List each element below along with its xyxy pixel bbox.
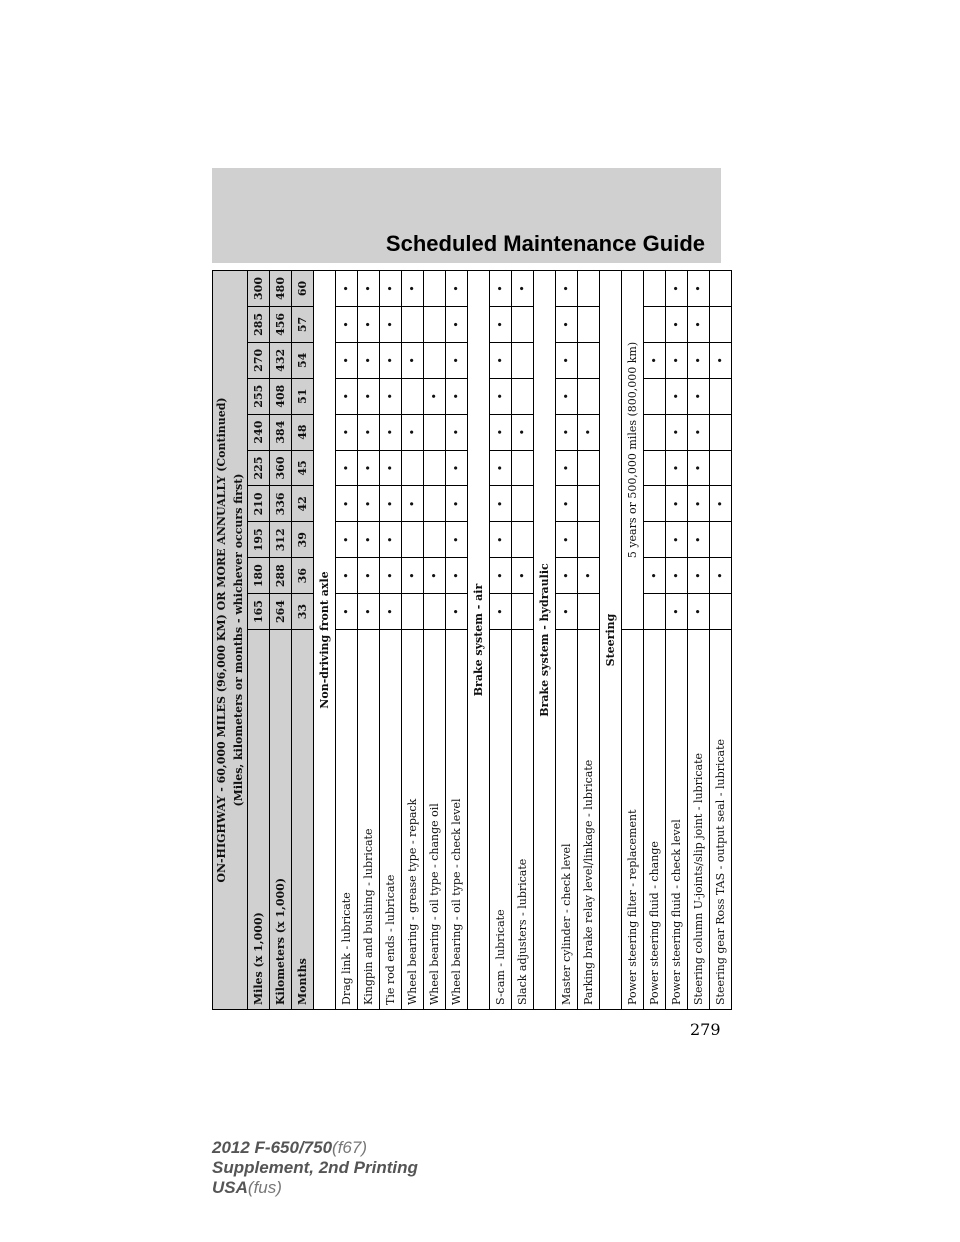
service-dot: • (446, 558, 468, 594)
header-value-cell: 270 (248, 342, 270, 378)
empty-cell (710, 522, 732, 558)
section-heading: Non-driving front axle (314, 271, 336, 1010)
maintenance-item-label: Wheel bearing - oil type - check level (446, 630, 468, 1010)
service-dot: • (336, 306, 358, 342)
service-dot: • (688, 342, 710, 378)
empty-cell (424, 414, 446, 450)
service-dot: • (358, 558, 380, 594)
header-row-label: Miles (x 1,000) (248, 630, 270, 1010)
service-dot: • (578, 414, 600, 450)
header-value-cell: 432 (270, 342, 292, 378)
header-value-cell: 195 (248, 522, 270, 558)
empty-cell (710, 306, 732, 342)
service-dot: • (402, 271, 424, 307)
service-dot: • (578, 558, 600, 594)
service-dot: • (490, 522, 512, 558)
service-dot: • (556, 378, 578, 414)
service-dot: • (556, 306, 578, 342)
table-row (446, 271, 468, 1010)
service-dot: • (380, 450, 402, 486)
header-value-cell: 285 (248, 306, 270, 342)
empty-cell (402, 450, 424, 486)
empty-cell (710, 271, 732, 307)
interval-note: 5 years or 500,000 miles (800,000 km) (622, 271, 644, 630)
header-row (248, 271, 270, 1010)
header-value-cell: 240 (248, 414, 270, 450)
footer-edition: Supplement, 2nd Printing (212, 1158, 418, 1177)
header-value-cell: 48 (292, 414, 314, 450)
header-value-cell: 36 (292, 558, 314, 594)
empty-cell (512, 306, 534, 342)
section-title: Scheduled Maintenance Guide (385, 231, 705, 256)
service-dot: • (512, 558, 534, 594)
service-dot: • (490, 378, 512, 414)
service-dot: • (666, 271, 688, 307)
header-value-cell: 264 (270, 594, 292, 630)
header-value-cell: 288 (270, 558, 292, 594)
empty-cell (578, 594, 600, 630)
maintenance-item-label: Wheel bearing - oil type - change oil (424, 630, 446, 1010)
header-row (270, 271, 292, 1010)
service-dot: • (666, 378, 688, 414)
maintenance-item-label: S-cam - lubricate (490, 630, 512, 1010)
maintenance-item-label: Master cylinder - check level (556, 630, 578, 1010)
table-row (644, 271, 666, 1010)
empty-cell (578, 486, 600, 522)
page-number: 279 (690, 1020, 721, 1039)
service-dot: • (336, 486, 358, 522)
service-dot: • (358, 450, 380, 486)
table-row (622, 271, 644, 1010)
service-dot: • (380, 378, 402, 414)
service-dot: • (424, 558, 446, 594)
service-dot: • (556, 486, 578, 522)
service-dot: • (336, 522, 358, 558)
table-row (424, 271, 446, 1010)
empty-cell (644, 414, 666, 450)
service-dot: • (556, 414, 578, 450)
empty-cell (402, 594, 424, 630)
section-heading-row (468, 271, 490, 1010)
empty-cell (512, 522, 534, 558)
service-dot: • (688, 306, 710, 342)
service-dot: • (336, 450, 358, 486)
service-dot: • (336, 594, 358, 630)
table-title-line2: (Miles, kilometers or months - whichever occurs first) (232, 473, 245, 807)
empty-cell (644, 450, 666, 486)
header-value-cell: 408 (270, 378, 292, 414)
service-dot: • (666, 306, 688, 342)
maintenance-item-label: Drag link - lubricate (336, 630, 358, 1010)
header-value-cell: 60 (292, 271, 314, 307)
empty-cell (424, 342, 446, 378)
service-dot: • (666, 522, 688, 558)
empty-cell (402, 522, 424, 558)
table-title-line1: ON-HIGHWAY - 60,000 MILES (96,000 KM) OR MORE ANNUALLY (Continued) (215, 397, 228, 883)
service-dot: • (358, 414, 380, 450)
service-dot: • (688, 271, 710, 307)
service-dot: • (556, 342, 578, 378)
table-row (358, 271, 380, 1010)
service-dot: • (358, 271, 380, 307)
empty-cell (512, 594, 534, 630)
table-row (556, 271, 578, 1010)
service-dot: • (380, 522, 402, 558)
service-dot: • (644, 342, 666, 378)
header-value-cell: 480 (270, 271, 292, 307)
header-value-cell: 312 (270, 522, 292, 558)
empty-cell (644, 306, 666, 342)
service-dot: • (336, 558, 358, 594)
empty-cell (424, 271, 446, 307)
service-dot: • (512, 271, 534, 307)
service-dot: • (402, 414, 424, 450)
header-value-cell: 360 (270, 450, 292, 486)
header-row-label: Months (292, 630, 314, 1010)
service-dot: • (688, 414, 710, 450)
service-dot: • (358, 378, 380, 414)
empty-cell (578, 522, 600, 558)
service-dot: • (358, 522, 380, 558)
service-dot: • (556, 522, 578, 558)
section-heading-row (534, 271, 556, 1010)
service-dot: • (336, 414, 358, 450)
header-value-cell: 51 (292, 378, 314, 414)
service-dot: • (688, 522, 710, 558)
service-dot: • (688, 450, 710, 486)
section-heading: Brake system - air (468, 271, 490, 1010)
header-value-cell: 42 (292, 486, 314, 522)
service-dot: • (556, 594, 578, 630)
service-dot: • (688, 558, 710, 594)
empty-cell (512, 450, 534, 486)
header-value-cell: 45 (292, 450, 314, 486)
table-row (710, 271, 732, 1010)
service-dot: • (490, 594, 512, 630)
empty-cell (424, 486, 446, 522)
service-dot: • (556, 558, 578, 594)
header-value-cell: 336 (270, 486, 292, 522)
service-dot: • (556, 450, 578, 486)
service-dot: • (336, 378, 358, 414)
table-row (336, 271, 358, 1010)
service-dot: • (666, 486, 688, 522)
service-dot: • (490, 450, 512, 486)
header-value-cell: 225 (248, 450, 270, 486)
empty-cell (644, 271, 666, 307)
empty-cell (644, 594, 666, 630)
service-dot: • (336, 342, 358, 378)
service-dot: • (380, 342, 402, 378)
service-dot: • (380, 486, 402, 522)
service-dot: • (380, 271, 402, 307)
service-dot: • (358, 594, 380, 630)
maintenance-item-label: Kingpin and bushing - lubricate (358, 630, 380, 1010)
service-dot: • (446, 450, 468, 486)
service-dot: • (380, 594, 402, 630)
empty-cell (578, 342, 600, 378)
header-value-cell: 57 (292, 306, 314, 342)
empty-cell (424, 306, 446, 342)
empty-cell (402, 306, 424, 342)
rotated-table-wrapper (212, 270, 727, 1010)
empty-cell (424, 594, 446, 630)
maintenance-item-label: Power steering fluid - change (644, 630, 666, 1010)
service-dot: • (380, 306, 402, 342)
empty-cell (710, 414, 732, 450)
service-dot: • (710, 342, 732, 378)
footer-imprint (212, 1138, 418, 1198)
maintenance-item-label: Steering gear Ross TAS - output seal - lubricate (710, 630, 732, 1010)
header-value-cell: 384 (270, 414, 292, 450)
service-dot: • (688, 378, 710, 414)
service-dot: • (490, 486, 512, 522)
maintenance-schedule-table (212, 270, 732, 1010)
table-row (380, 271, 402, 1010)
service-dot: • (710, 486, 732, 522)
service-dot: • (666, 558, 688, 594)
service-dot: • (688, 594, 710, 630)
service-dot: • (446, 486, 468, 522)
maintenance-item-label: Parking brake relay level/linkage - lubricate (578, 630, 600, 1010)
service-dot: • (336, 271, 358, 307)
empty-cell (644, 522, 666, 558)
maintenance-item-label: Wheel bearing - grease type - repack (402, 630, 424, 1010)
service-dot: • (490, 271, 512, 307)
service-dot: • (402, 486, 424, 522)
table-title-row (213, 271, 248, 1010)
empty-cell (710, 594, 732, 630)
table-title (213, 271, 248, 1010)
header-value-cell: 255 (248, 378, 270, 414)
section-heading: Brake system - hydraulic (534, 271, 556, 1010)
service-dot: • (666, 594, 688, 630)
empty-cell (644, 378, 666, 414)
empty-cell (578, 450, 600, 486)
service-dot: • (666, 414, 688, 450)
empty-cell (710, 378, 732, 414)
empty-cell (512, 378, 534, 414)
empty-cell (578, 306, 600, 342)
table-row (578, 271, 600, 1010)
header-value-cell: 300 (248, 271, 270, 307)
service-dot: • (380, 414, 402, 450)
service-dot: • (380, 558, 402, 594)
service-dot: • (358, 306, 380, 342)
table-row (666, 271, 688, 1010)
service-dot: • (358, 486, 380, 522)
section-heading-row (600, 271, 622, 1010)
section-heading: Steering (600, 271, 622, 1010)
service-dot: • (490, 306, 512, 342)
maintenance-item-label: Steering column U-joints/slip joint - lubricate (688, 630, 710, 1010)
service-dot: • (358, 342, 380, 378)
maintenance-table-container (212, 270, 727, 1010)
header-value-cell: 180 (248, 558, 270, 594)
header-row-label: Kilometers (x 1,000) (270, 630, 292, 1010)
header-row (292, 271, 314, 1010)
maintenance-item-label: Power steering fluid - check level (666, 630, 688, 1010)
maintenance-item-label: Slack adjusters - lubricate (512, 630, 534, 1010)
table-row (490, 271, 512, 1010)
header-value-cell: 33 (292, 594, 314, 630)
empty-cell (424, 522, 446, 558)
footer-model-code: (f67) (332, 1138, 368, 1157)
service-dot: • (666, 450, 688, 486)
service-dot: • (446, 271, 468, 307)
footer-line-region (212, 1178, 418, 1198)
service-dot: • (556, 271, 578, 307)
table-row (512, 271, 534, 1010)
service-dot: • (688, 486, 710, 522)
footer-region: USA (212, 1178, 248, 1197)
empty-cell (424, 450, 446, 486)
footer-model: 2012 F-650/750 (212, 1138, 333, 1157)
empty-cell (644, 486, 666, 522)
service-dot: • (446, 342, 468, 378)
empty-cell (578, 378, 600, 414)
service-dot: • (446, 378, 468, 414)
header-value-cell: 210 (248, 486, 270, 522)
empty-cell (710, 450, 732, 486)
service-dot: • (666, 342, 688, 378)
maintenance-item-label: Power steering filter - replacement (622, 630, 644, 1010)
service-dot: • (446, 414, 468, 450)
service-dot: • (446, 594, 468, 630)
header-value-cell: 165 (248, 594, 270, 630)
service-dot: • (446, 306, 468, 342)
service-dot: • (710, 558, 732, 594)
service-dot: • (424, 378, 446, 414)
service-dot: • (490, 414, 512, 450)
service-dot: • (402, 558, 424, 594)
empty-cell (402, 378, 424, 414)
maintenance-item-label: Tie rod ends - lubricate (380, 630, 402, 1010)
empty-cell (512, 486, 534, 522)
section-heading-row (314, 271, 336, 1010)
service-dot: • (644, 558, 666, 594)
footer-line-model (212, 1138, 418, 1158)
table-row (402, 271, 424, 1010)
service-dot: • (446, 522, 468, 558)
empty-cell (512, 342, 534, 378)
table-row (688, 271, 710, 1010)
service-dot: • (402, 342, 424, 378)
service-dot: • (490, 342, 512, 378)
service-dot: • (512, 414, 534, 450)
empty-cell (578, 271, 600, 307)
header-value-cell: 39 (292, 522, 314, 558)
service-dot: • (490, 558, 512, 594)
header-value-cell: 456 (270, 306, 292, 342)
footer-region-code: (fus) (247, 1178, 282, 1197)
table-body (213, 271, 732, 1010)
header-value-cell: 54 (292, 342, 314, 378)
section-header-band (212, 168, 721, 263)
